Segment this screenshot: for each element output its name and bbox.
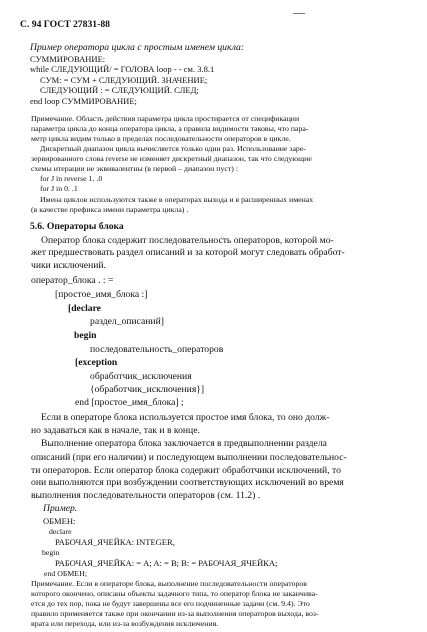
scan-mark (293, 13, 305, 14)
syntax-line: {обработчик_исключения}] (90, 383, 205, 395)
code-line: СЛЕДУЮЩИЙ : = СЛЕДУЮЩИЙ. СЛЕД; (40, 85, 199, 96)
paragraph-line: Если в операторе блока используется простое имя блока, то оно долж- (41, 411, 330, 423)
syntax-line: раздел_описаний] (90, 316, 164, 328)
syntax-line: end [простое_имя_блока] ; (75, 397, 184, 409)
paragraph-line: выполнения последовательности операторов (см. 11.2) . (31, 490, 261, 502)
note-line: зервированного слова reverse не изменяет дискретный диапазон, так что следующие (31, 153, 312, 163)
code-line: ОБМЕН: (43, 515, 76, 526)
code-line: end loop СУММИРОВАНИЕ; (30, 96, 137, 107)
note-line: (в качестве префикса имени параметра цикла) . (31, 204, 189, 214)
code-line: РАБОЧАЯ_ЯЧЕЙКА: = A; A: = B; B: = РАБОЧАЯ_ЯЧЕЙКА; (55, 558, 278, 569)
paragraph-line: они выполняются при возбуждении соответствующих исключений во время (31, 477, 344, 489)
syntax-line: [простое_имя_блока :] (55, 289, 148, 301)
syntax-line: begin (74, 330, 97, 341)
syntax-line: [declare (68, 302, 101, 314)
note-line: параметра цикла до конца оператора цикла, а правила видимости таковы, что пара- (31, 123, 309, 133)
paragraph-line: чики исключений. (31, 259, 106, 271)
code-line: begin (42, 548, 60, 558)
code-line: РАБОЧАЯ_ЯЧЕЙКА: INTEGER, (55, 537, 175, 548)
syntax-line: обработчик_исключения (90, 370, 192, 382)
page-header: С. 94 ГОСТ 27831-88 (20, 19, 110, 30)
example2-title: Пример. (43, 502, 78, 514)
note-line: схемы итерации не эквивалентны (в первой – диапазон пуст) : (31, 163, 238, 173)
paragraph-line: но задаваться как в начале, так и в конце. (31, 425, 200, 437)
code-line: СУМ: = СУМ + СЛЕДУЮЩИЙ. ЗНАЧЕНИЕ; (40, 75, 208, 86)
note-line: которого окончено, описаны объекты задачного типа, то оператор блока не заканчива- (31, 589, 318, 599)
note-line: Примечание. Область действия параметра цикла простирается от спецификации (31, 113, 300, 123)
paragraph-line: Оператор блока содержит последовательность операторов, которой мо- (41, 234, 334, 246)
note-line: правило применяется также при окончании из-за выполнения операторов выхода, воз- (31, 609, 319, 619)
syntax-line: последовательность_операторов (90, 343, 224, 355)
section-heading: 5.6. Операторы блока (30, 220, 124, 232)
note-line: Примечание. Если в операторе блока, выполнение последовательности операторов (31, 579, 307, 589)
note-line: Имена циклов используются также в операторах выхода и в расширенных именах (40, 194, 314, 204)
example1-title: Пример оператора цикла с простым именем цикла: (30, 41, 245, 53)
code-line: СУММИРОВАНИЕ: (30, 54, 106, 65)
code-line: while СЛЕДУЮЩИЙ/ = ГОЛОВА loop - - см. 3.8.1 (30, 64, 215, 75)
paragraph-line: ти операторов. Если оператор блока содержит обработчики исключений, то (31, 464, 341, 476)
syntax-line: [exception (75, 357, 118, 369)
note-line: ется до тех пор, пока не будут завершены все его подчиненные задачи (см. 9.4). Это (31, 599, 310, 609)
code-line: for J in 0. .1 (40, 183, 78, 193)
note-line: Дискретный диапазон цикла вычисляется только один раз. Использование заре- (40, 143, 306, 153)
code-line: declare (49, 527, 72, 537)
code-line: end ОБМЕН; (44, 569, 87, 579)
paragraph-line: Выполнение оператора блока заключается в предвыполнении раздела (41, 438, 327, 450)
paragraph-line: жет предшествовать раздел описаний и за которой могут следовать обработ- (31, 247, 345, 259)
code-line: for J in reverse 1. .0 (40, 173, 103, 183)
note-line: метр цикла видим только в пределах последовательности операторов в цикле. (31, 133, 291, 143)
paragraph-line: описаний (при его наличии) и последующем выполнении последовательнос- (31, 451, 347, 463)
note-line: врата или перехода, или из-за возбуждения исключения. (31, 619, 219, 629)
syntax-line: оператор_блока . : = (31, 275, 114, 287)
